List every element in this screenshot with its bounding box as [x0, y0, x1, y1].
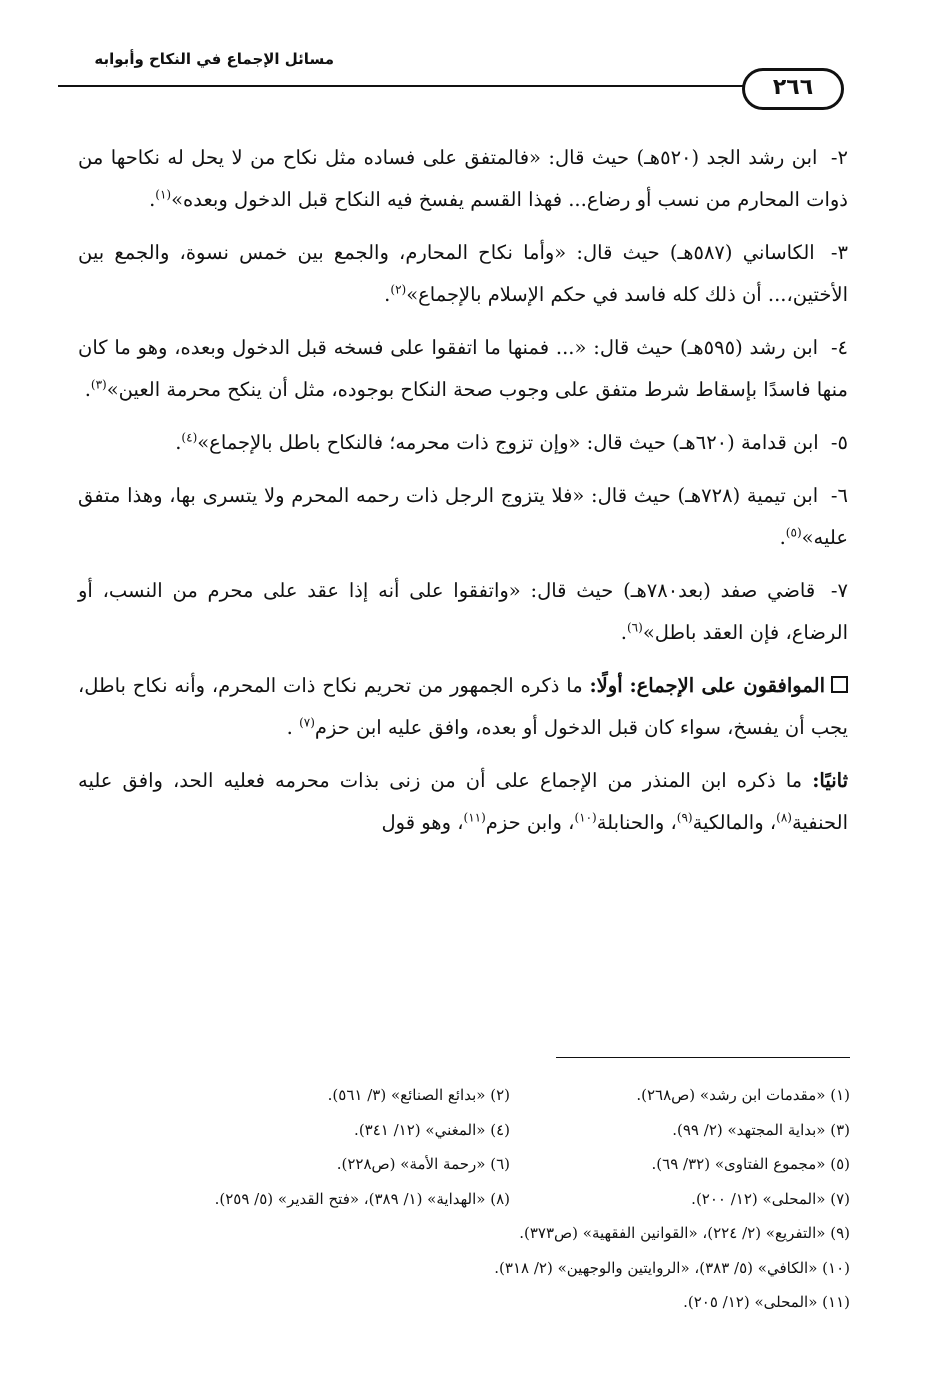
agreers-heading: الموافقون على الإجماع: — [629, 674, 825, 697]
footnote-ref: (٧) — [299, 715, 315, 730]
footnote-ref: (١) — [155, 187, 172, 202]
footnote-rule — [556, 1057, 850, 1058]
footnote-row — [170, 1216, 850, 1251]
paragraph-number: ٦- — [830, 484, 848, 507]
footnote-ref: (١١) — [463, 810, 486, 825]
paragraph-7 — [78, 570, 848, 654]
second-text: ، والمالكية — [692, 811, 777, 834]
paragraph-number: ٣- — [830, 241, 848, 264]
paragraph-3 — [78, 232, 848, 316]
footnote-row — [170, 1251, 850, 1286]
footnote-ref: (٩) — [676, 810, 693, 825]
footnote-ref: (٢) — [390, 282, 407, 297]
paragraph-number: ٤- — [830, 336, 849, 359]
paragraph-text: ابن رشد (٥٩٥هـ) حيث قال: «... فمنها ما اتفقوا على فسخه قبل الدخول وبعده، وهو ما كان منها فاسدًا بإسقاط شرط متفق على وجوب صحة النكاح بوجوده، مثل أن ينكح محرمة العين» — [78, 336, 848, 401]
paragraph-4 — [78, 327, 848, 411]
paragraph-end: . — [175, 431, 182, 454]
paragraph-end: . — [149, 188, 156, 211]
agreers-second-paragraph — [78, 760, 848, 844]
section-box-icon — [831, 676, 848, 693]
footnote-11: (١١) «المحلى» (١٢/ ٢٠٥). — [683, 1293, 850, 1311]
paragraph-number: ٢- — [830, 146, 848, 169]
paragraph-end: . — [620, 621, 627, 644]
footnote-row — [170, 1285, 850, 1320]
paragraph-text: الكاساني (٥٨٧هـ) حيث قال: «وأما نكاح المحارم، والجمع بين خمس نسوة، والجمع بين الأختين،... أن ذلك كله فاسد في حكم الإسلام بالإجماع» — [78, 241, 848, 306]
first-label: أولًا: — [589, 674, 623, 697]
footnote-5: (٥) «مجموع الفتاوى» (٣٢/ ٦٩). — [651, 1155, 850, 1173]
second-label: ثانيًا: — [812, 769, 849, 792]
paragraph-end: . — [384, 283, 391, 306]
footnote-10: (١٠) «الكافي» (٥/ ٣٨٣)، «الروايتين والوجهين» (٢/ ٣١٨). — [494, 1258, 850, 1277]
footnote-7: (٧) «المحلى» (١٢/ ٢٠٠). — [691, 1189, 850, 1208]
paragraph-2 — [78, 137, 848, 221]
footnote-ref: (٤) — [181, 430, 198, 445]
paragraph-end: . — [84, 378, 91, 401]
footnote-1: (١) «مقدمات ابن رشد» (ص٢٦٨). — [636, 1086, 850, 1104]
footnote-ref: (١٠) — [574, 810, 597, 825]
footnote-ref: (٦) — [626, 620, 643, 635]
footnote-row — [170, 1182, 850, 1217]
footnote-row — [170, 1113, 850, 1148]
first-text: ما ذكره الجمهور من تحريم نكاح ذات المحرم، وأنه نكاح باطل، يجب أن يفسخ، سواء كان قبل الدخول أو بعده، وافق عليه ابن حزم — [78, 674, 848, 739]
footnote-8: (٨) «الهداية» (١/ ٣٨٩)، «فتح القدير» (٥/ ٢٥٩). — [214, 1189, 510, 1208]
footnote-row — [170, 1078, 850, 1113]
paragraph-number: ٧- — [830, 579, 848, 602]
second-text: ، وابن حزم — [485, 811, 575, 834]
paragraph-text: قاضي صفد (بعد٧٨٠هـ) حيث قال: «واتفقوا على أنه إذا عقد على محرم من النسب، أو الرضاع، فإن العقد باطل» — [78, 579, 848, 644]
agreers-first-paragraph — [78, 665, 848, 749]
running-title: مسائل الإجماع في النكاح وأبوابه — [94, 50, 334, 68]
page-number: ٢٦٦ — [742, 68, 844, 110]
footnote-ref: (٨) — [776, 810, 792, 825]
footnote-4: (٤) «المغني» (١٢/ ٣٤١). — [354, 1120, 510, 1139]
footnote-row — [170, 1147, 850, 1182]
paragraph-text: ابن قدامة (٦٢٠هـ) حيث قال: «وإن تزوج ذات محرمه؛ فالنكاح باطل بالإجماع» — [197, 431, 819, 454]
second-text: ما ذكره ابن المنذر من الإجماع على أن من زنى بذات محرمه فعليه الحد، وافق عليه الحنفية — [78, 769, 848, 834]
header-rule — [58, 85, 828, 87]
paragraph-text: ابن تيمية (٧٢٨هـ) حيث قال: «فلا يتزوج الرجل ذات رحمه المحرم ولا يتسرى بها، وهذا متفق عليه» — [78, 484, 848, 549]
paragraph-text: ابن رشد الجد (٥٢٠هـ) حيث قال: «فالمتفق على فساده مثل نكاح من لا يحل له نكاحها من ذوات المحارم من نسب أو رضاع... فهذا القسم يفسخ فيه النكاح قبل الدخول وبعده» — [78, 146, 848, 211]
footnotes — [170, 1078, 850, 1320]
footnote-9: (٩) «التفريع» (٢/ ٢٢٤)، «القوانين الفقهية» (ص٣٧٣). — [519, 1224, 850, 1242]
footnote-ref: (٥) — [785, 525, 802, 540]
second-text: ، والحنابلة — [596, 811, 677, 834]
first-end: . — [286, 716, 293, 739]
body-text — [78, 137, 848, 855]
footnote-2: (٢) «بدائع الصنائع» (٣/ ٥٦١). — [327, 1086, 510, 1104]
footnote-3: (٣) «بداية المجتهد» (٢/ ٩٩). — [672, 1120, 850, 1139]
paragraph-number: ٥- — [830, 431, 848, 454]
footnote-ref: (٣) — [90, 377, 107, 392]
paragraph-5 — [78, 422, 848, 464]
footnote-6: (٦) «رحمة الأمة» (ص٢٢٨). — [336, 1155, 510, 1173]
second-text: ، وهو قول — [381, 811, 464, 834]
paragraph-end: . — [779, 526, 786, 549]
paragraph-6 — [78, 475, 848, 559]
